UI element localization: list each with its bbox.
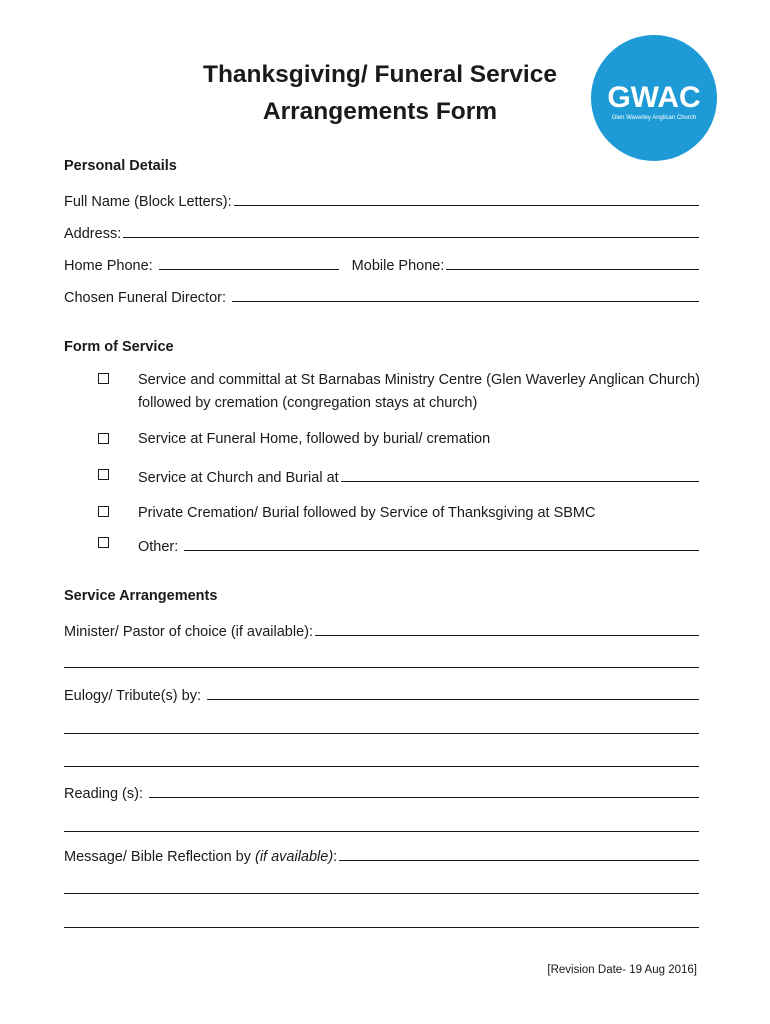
- reading-field-continued[interactable]: [64, 831, 699, 832]
- logo-tagline: Glen Waverley Anglican Church: [611, 115, 697, 121]
- reading-row: [64, 782, 699, 802]
- form-of-service-heading: Form of Service: [64, 339, 174, 355]
- burial-location-field[interactable]: [341, 481, 699, 482]
- option-1-label: Service and committal at St Barnabas Ministry Centre (Glen Waverley Anglican Church) followed by cremation (congregation stays at church): [138, 372, 700, 411]
- address-label: Address:: [64, 226, 122, 242]
- home-phone-label: Home Phone:: [64, 258, 153, 274]
- service-arrangements-heading: Service Arrangements: [64, 588, 218, 604]
- message-label: Message/ Bible Reflection by: [64, 849, 251, 865]
- reading-field[interactable]: [149, 797, 699, 798]
- eulogy-field-continued-2[interactable]: [64, 766, 699, 767]
- phone-row: [64, 254, 699, 274]
- home-phone-field[interactable]: [159, 269, 339, 270]
- address-row: [64, 222, 699, 242]
- message-label-italic: (if available): [255, 849, 334, 865]
- revision-date: [Revision Date- 19 Aug 2016]: [547, 964, 697, 976]
- message-field-continued-1[interactable]: [64, 893, 699, 894]
- title-line-2: Arrangements Form: [262, 98, 498, 125]
- option-4-label: Private Cremation/ Burial followed by Service of Thanksgiving at SBMC: [138, 505, 596, 521]
- eulogy-field[interactable]: [207, 699, 699, 700]
- reading-label: Reading (s):: [64, 786, 143, 802]
- option-2-checkbox[interactable]: [98, 433, 109, 444]
- option-3-checkbox[interactable]: [98, 469, 109, 480]
- option-3-label: Service at Church and Burial at: [138, 470, 339, 486]
- message-label-colon: :: [333, 849, 338, 865]
- minister-row: [64, 620, 699, 640]
- option-5-row: [138, 535, 699, 555]
- eulogy-label: Eulogy/ Tribute(s) by:: [64, 688, 201, 704]
- option-5-checkbox[interactable]: [98, 537, 109, 548]
- other-field[interactable]: [184, 550, 699, 551]
- eulogy-row: [64, 684, 699, 704]
- minister-field-continued[interactable]: [64, 667, 699, 668]
- funeral-director-row: [64, 286, 699, 306]
- message-row: [64, 845, 699, 865]
- logo-wordmark: GWAC: [607, 81, 701, 114]
- option-2-label: Service at Funeral Home, followed by burial/ cremation: [138, 431, 491, 447]
- message-field-continued-2[interactable]: [64, 927, 699, 928]
- message-field[interactable]: [339, 860, 699, 861]
- option-4-checkbox[interactable]: [98, 506, 109, 517]
- funeral-director-label: Chosen Funeral Director:: [64, 290, 226, 306]
- title-line-1: Thanksgiving/ Funeral Service: [202, 61, 557, 88]
- address-field[interactable]: [123, 237, 699, 238]
- full-name-row: [64, 190, 699, 210]
- personal-details-heading: Personal Details: [64, 158, 177, 174]
- full-name-label: Full Name (Block Letters):: [64, 194, 232, 210]
- option-3-row: [138, 466, 699, 486]
- option-1-checkbox[interactable]: [98, 373, 109, 384]
- eulogy-field-continued-1[interactable]: [64, 733, 699, 734]
- mobile-phone-label: Mobile Phone:: [351, 258, 445, 274]
- page-title: [150, 56, 610, 130]
- minister-field[interactable]: [315, 635, 699, 636]
- mobile-phone-field[interactable]: [446, 269, 699, 270]
- minister-label: Minister/ Pastor of choice (if available):: [64, 624, 314, 640]
- gwac-logo: [591, 35, 717, 161]
- option-5-label: Other:: [138, 539, 179, 555]
- funeral-director-field[interactable]: [232, 301, 699, 302]
- full-name-field[interactable]: [234, 205, 699, 206]
